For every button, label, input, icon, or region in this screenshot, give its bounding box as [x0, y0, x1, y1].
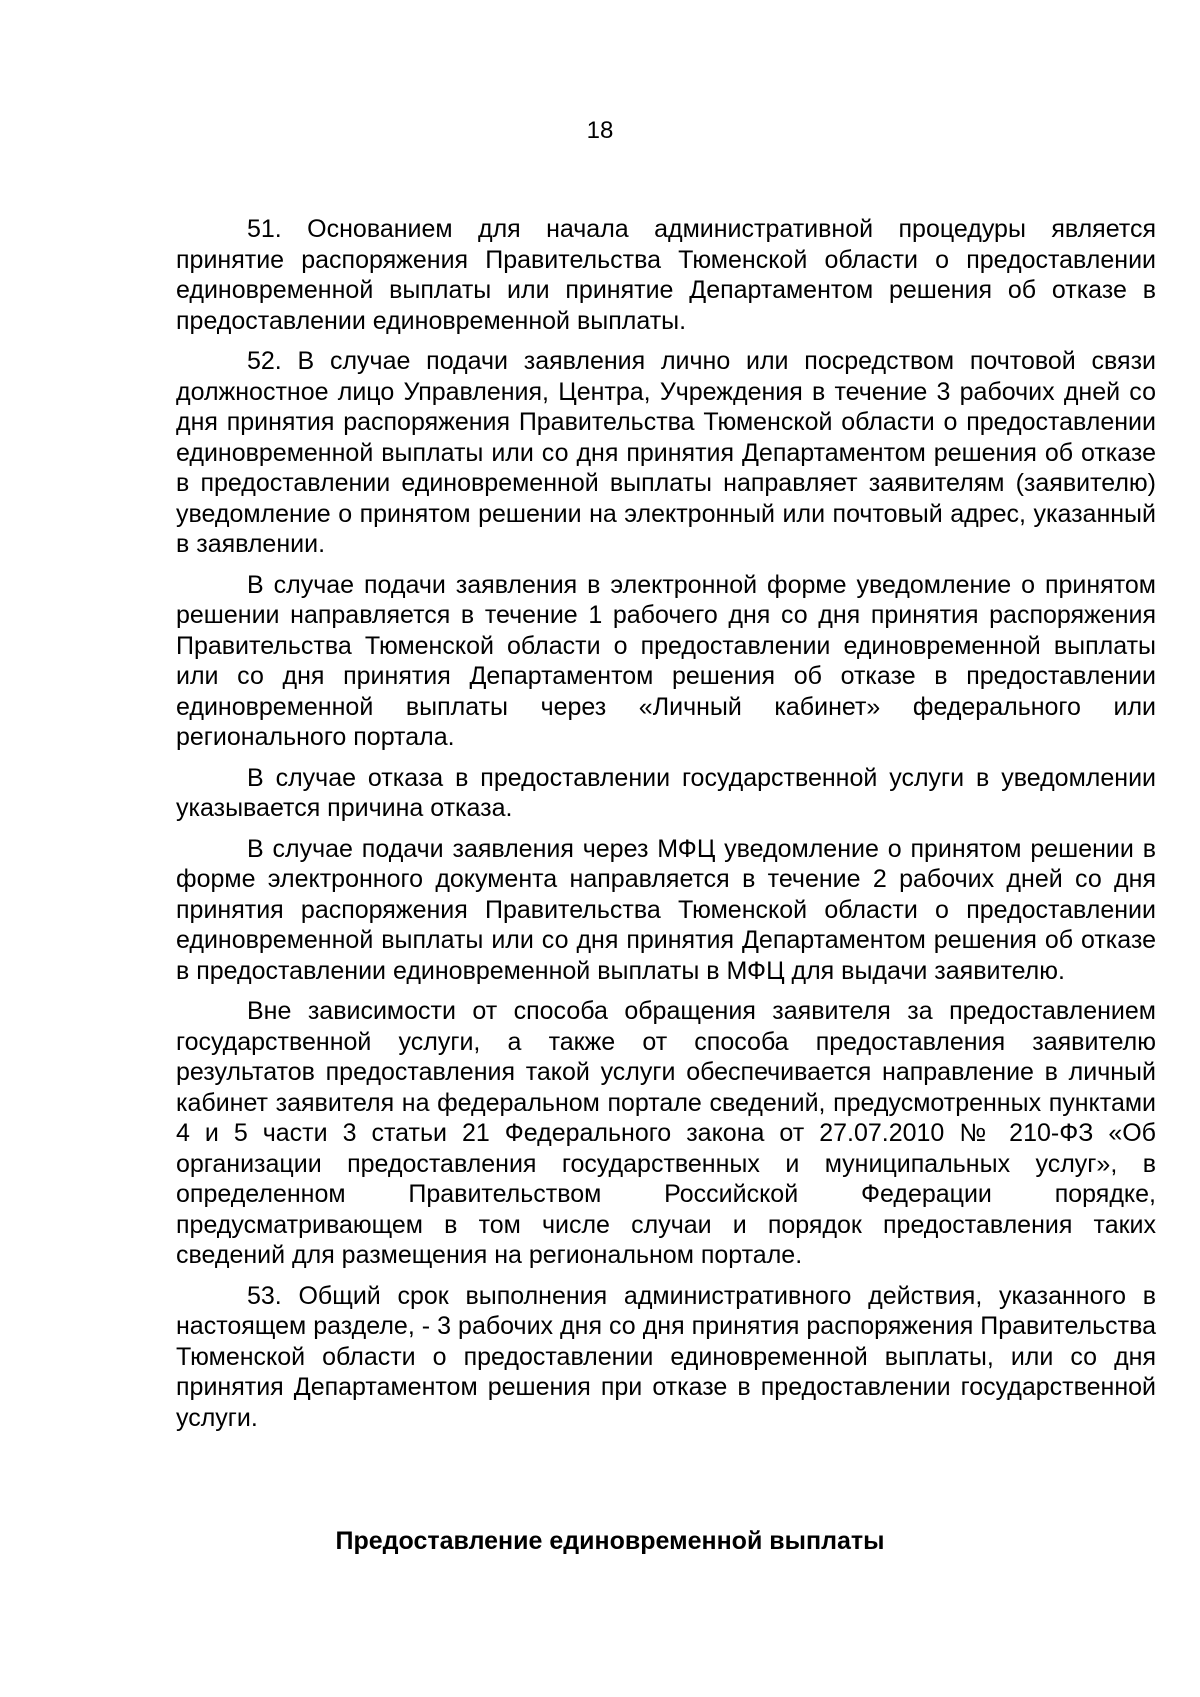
section-heading: Предоставление единовременной выплаты	[335, 1527, 885, 1555]
page-number: 18	[586, 117, 614, 144]
paragraph-51: 51. Основанием для начала административной процедуры является принятие распоряжения Правительства Тюменской области о предоставлении единовременной выплаты или принятие Департаментом решения об отказе в предоставлении единовременной выплаты.	[176, 215, 1156, 335]
paragraph-52: 52. В случае подачи заявления лично или посредством почтовой связи должностное лицо Управления, Центра, Учреждения в течение 3 рабочих дней со дня принятия распоряжения Правительства Тюменской области о предоставлении единовременной выплаты или со дня принятия Департаментом решения об отказе в предоставлении единовременной выплаты направляет заявителям (заявителю) уведомление о принятом решении на электронный или почтовый адрес, указанный в заявлении.	[176, 347, 1156, 558]
paragraph-mfc: В случае подачи заявления через МФЦ уведомление о принятом решении в форме электронного документа направляется в течение 2 рабочих дней со дня принятия распоряжения Правительства Тюменской области о предоставлении единовременной выплаты или со дня принятия Департаментом решения об отказе в предоставлении единовременной выплаты в МФЦ для выдачи заявителю.	[176, 834, 1156, 985]
paragraph-refusal-reason: В случае отказа в предоставлении государственной услуги в уведомлении указывается причина отказа.	[176, 763, 1156, 822]
paragraph-electronic-form: В случае подачи заявления в электронной форме уведомление о принятом решении направляется в течение 1 рабочего дня со дня принятия распоряжения Правительства Тюменской области о предоставлении единовременной выплаты или со дня принятия Департаментом решения об отказе в предоставлении единовременной выплаты через «Личный кабинет» федерального или регионального портала.	[176, 570, 1156, 751]
document-body	[176, 214, 1156, 1443]
paragraph-53: 53. Общий срок выполнения административного действия, указанного в настоящем разделе, - 3 рабочих дня со дня принятия распоряжения Правительства Тюменской области о предоставлении единовременной выплаты, или со дня принятия Департаментом решения при отказе в предоставлении государственной услуги.	[176, 1281, 1156, 1432]
paragraph-personal-account: Вне зависимости от способа обращения заявителя за предоставлением государственной услуги, а также от способа предоставления заявителю результатов предоставления такой услуги обеспечивается направление в личный кабинет заявителя на федеральном портале сведений, предусмотренных пунктами 4 и 5 части 3 статьи 21 Федерального закона от 27.07.2010 № 210-ФЗ «Об организации предоставления государственных и муниципальных услуг», в определенном Правительством Российской Федерации порядке, предусматривающем в том числе случаи и порядок предоставления таких сведений для размещения на региональном портале.	[176, 997, 1156, 1269]
